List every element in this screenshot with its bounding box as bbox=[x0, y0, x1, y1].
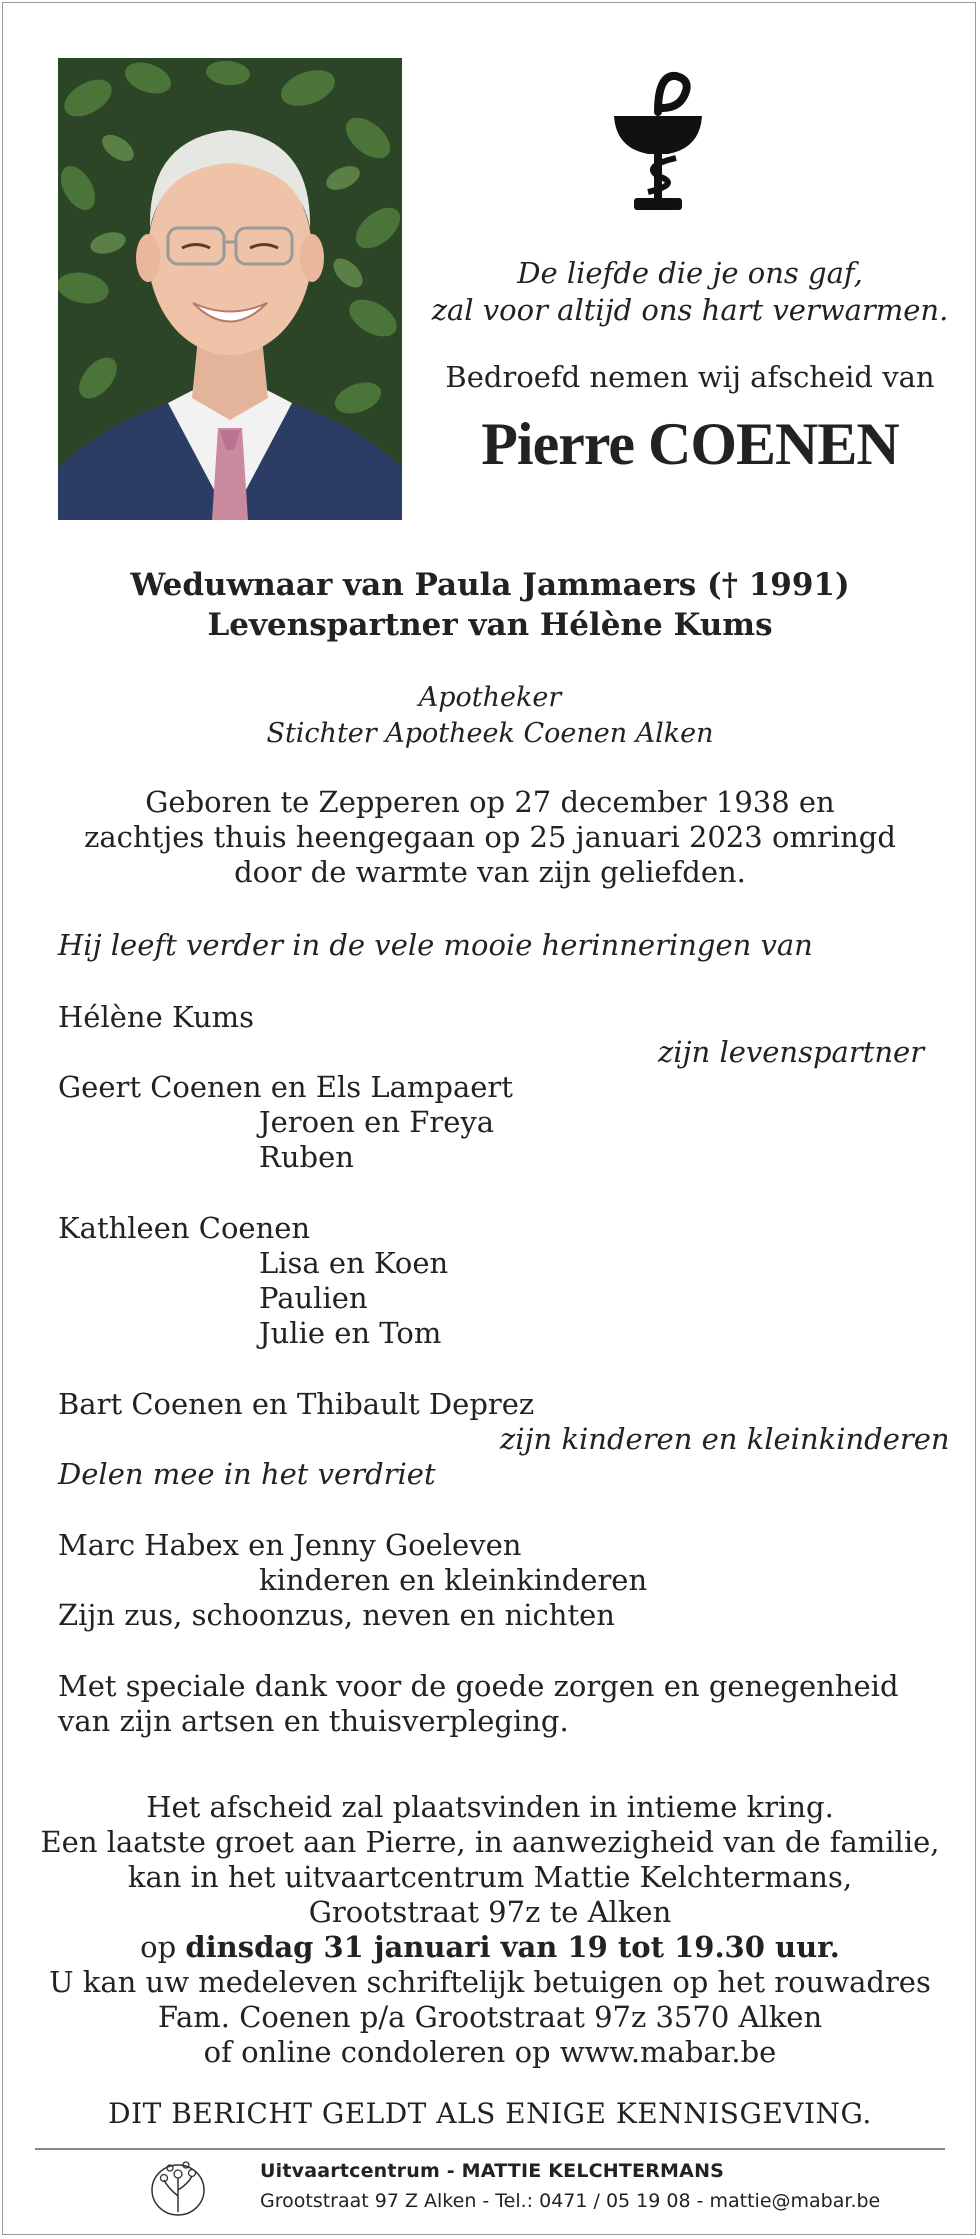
text-line: Geboren te Zepperen op 27 december 1938 en bbox=[145, 785, 835, 819]
footer-address: Grootstraat 97 Z Alken - Tel.: 0471 / 05 19 08 - mattie@mabar.be bbox=[260, 2190, 881, 2212]
child-name: Kathleen Coenen bbox=[58, 1211, 311, 1245]
grandchild-name: Lisa en Koen bbox=[259, 1246, 449, 1280]
children-role: zijn kinderen en kleinkinderen bbox=[500, 1422, 950, 1456]
footer-divider bbox=[35, 2148, 945, 2150]
text-line: Een laatste groet aan Pierre, in aanwezigheid van de familie, bbox=[40, 1825, 940, 1859]
grandchild-name: Julie en Tom bbox=[259, 1316, 442, 1350]
notice: DIT BERICHT GELDT ALS ENIGE KENNISGEVING. bbox=[108, 2097, 872, 2130]
thanks-line: van zijn artsen en thuisverpleging. bbox=[58, 1704, 569, 1738]
partner-name: Hélène Kums bbox=[58, 1000, 255, 1034]
profession-detail: Stichter Apotheek Coenen Alken bbox=[266, 718, 714, 749]
profession bbox=[0, 680, 980, 752]
ceremony-date-line bbox=[0, 1930, 980, 1965]
text-line: of online condoleren op www.mabar.be bbox=[203, 2035, 777, 2069]
portrait-photo bbox=[58, 58, 402, 520]
child-name: Geert Coenen en Els Lampaert bbox=[58, 1070, 513, 1104]
birth-death-info bbox=[0, 785, 980, 890]
flower-logo-icon bbox=[150, 2156, 206, 2218]
quote-line: zal voor altijd ons hart verwarmen. bbox=[431, 293, 949, 327]
memorial-quote bbox=[430, 255, 950, 329]
text-line: Het afscheid zal plaatsvinden in intieme kring. bbox=[146, 1790, 834, 1824]
partner-line: Levenspartner van Hélène Kums bbox=[207, 607, 773, 643]
pharmacy-bowl-icon bbox=[612, 66, 704, 214]
grandchild-name: Paulien bbox=[259, 1281, 368, 1315]
footer-company: Uitvaartcentrum - MATTIE KELCHTERMANS bbox=[260, 2160, 725, 2182]
sibling-name: Marc Habex en Jenny Goeleven bbox=[58, 1528, 522, 1562]
grandchild-name: Jeroen en Freya bbox=[259, 1105, 495, 1139]
sibling-descendants: kinderen en kleinkinderen bbox=[259, 1563, 648, 1597]
ceremony-info bbox=[0, 1790, 980, 2070]
text-line: U kan uw medeleven schriftelijk betuigen op het rouwadres bbox=[49, 1965, 931, 1999]
partner-role: zijn levenspartner bbox=[658, 1035, 925, 1069]
ceremony-date: dinsdag 31 januari van 19 tot 19.30 uur. bbox=[185, 1930, 840, 1964]
text-line: door de warmte van zijn geliefden. bbox=[234, 855, 746, 889]
family-intro: Hij leeft verder in de vele mooie herinneringen van bbox=[58, 928, 813, 962]
text-line: Grootstraat 97z te Alken bbox=[308, 1895, 672, 1929]
thanks-line: Met speciale dank voor de goede zorgen en genegenheid bbox=[58, 1669, 899, 1703]
text-line: zachtjes thuis heengegaan op 25 januari 2023 omringd bbox=[84, 820, 896, 854]
text-line: kan in het uitvaartcentrum Mattie Kelchtermans, bbox=[127, 1860, 853, 1894]
announcement-intro: Bedroefd nemen wij afscheid van bbox=[445, 360, 935, 394]
child-name: Bart Coenen en Thibault Deprez bbox=[58, 1387, 535, 1421]
widower-line: Weduwnaar van Paula Jammaers († 1991) bbox=[130, 567, 850, 603]
grandchild-name: Ruben bbox=[259, 1140, 354, 1174]
relations bbox=[0, 565, 980, 645]
other-relatives: Zijn zus, schoonzus, neven en nichten bbox=[58, 1598, 615, 1632]
profession-title: Apotheker bbox=[418, 682, 562, 713]
date-prefix: op bbox=[140, 1930, 186, 1964]
quote-line: De liefde die je ons gaf, bbox=[517, 256, 863, 290]
text-line: Fam. Coenen p/a Grootstraat 97z 3570 Alken bbox=[157, 2000, 823, 2034]
deceased-name: Pierre COENEN bbox=[481, 411, 899, 477]
share-intro: Delen mee in het verdriet bbox=[58, 1457, 436, 1491]
